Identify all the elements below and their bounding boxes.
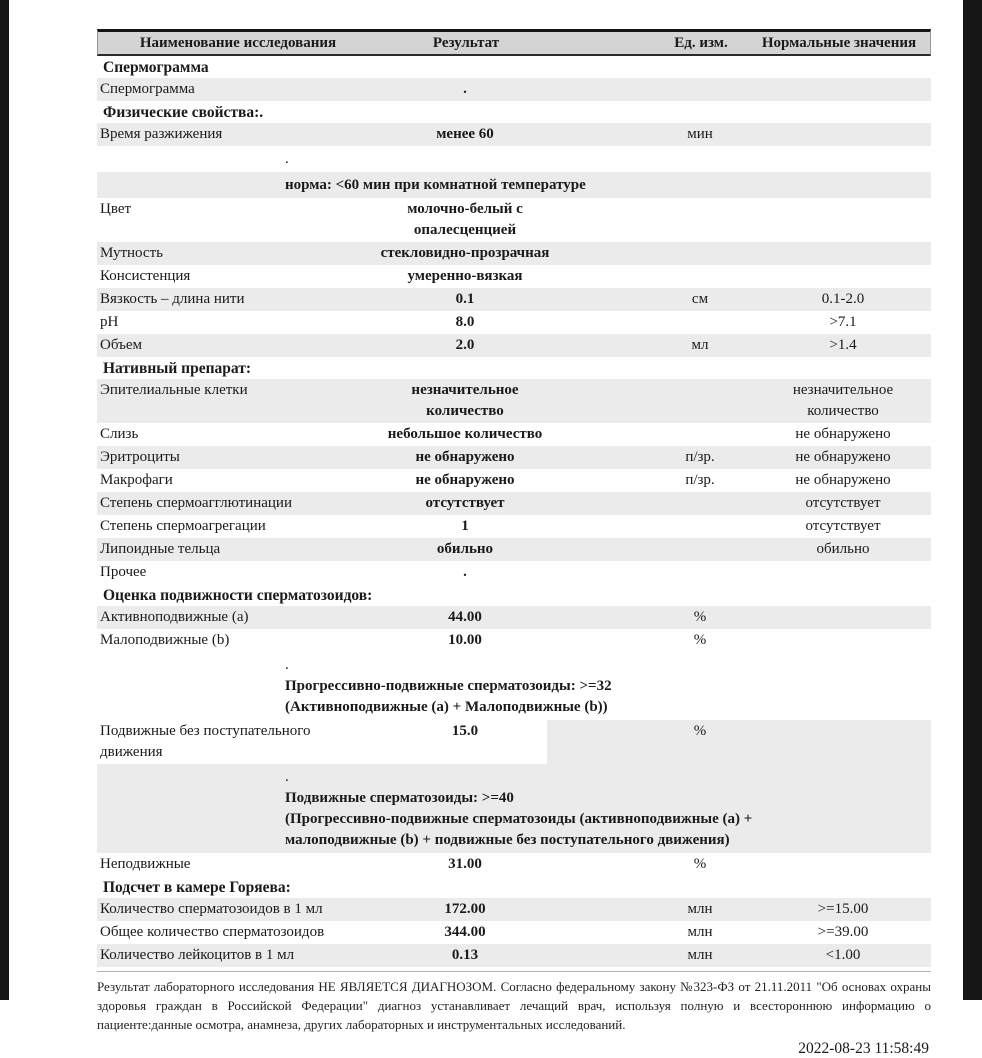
name-value: Эритроциты	[100, 449, 180, 465]
name-cell	[97, 424, 285, 445]
comment-line: (Прогрессивно-подвижные сперматозоиды (активноподвижные (a) +	[285, 811, 753, 827]
name-cell	[97, 447, 285, 468]
section-title: Оценка подвижности сперматозоидов:	[103, 587, 373, 604]
name-value: Время разжижения	[100, 126, 223, 142]
result-value: 172.00	[444, 901, 486, 917]
table-row	[97, 853, 931, 876]
comment-line: .	[285, 151, 289, 167]
comment-line: Прогрессивно-подвижные сперматозоиды: >=32	[285, 678, 612, 694]
name-cell	[97, 335, 285, 356]
unit-cell	[645, 562, 755, 583]
column-header-units: Ед. изм.	[674, 35, 728, 51]
result-value: опалесценцией	[413, 222, 517, 238]
comment-row	[97, 146, 931, 172]
column-header-normal-values: Нормальные значения	[761, 35, 917, 51]
name-cell	[97, 79, 285, 100]
result-value: отсутствует	[425, 495, 505, 511]
result-value: молочно-белый с	[407, 201, 523, 217]
column-header-result: Результат	[432, 35, 500, 51]
result-cell	[285, 79, 645, 100]
result-cell	[285, 562, 645, 583]
table-row	[97, 944, 931, 967]
result-value: 0.1	[455, 291, 475, 307]
comment-line: Подвижные сперматозоиды: >=40	[285, 790, 514, 806]
left-border-bar	[0, 0, 9, 1000]
result-cell	[285, 380, 645, 422]
report-timestamp: 2022-08-23 11:58:49	[798, 1040, 929, 1057]
unit-cell	[645, 266, 755, 287]
unit-cell	[645, 899, 755, 920]
unit-cell	[645, 721, 755, 763]
name-cell	[97, 630, 285, 651]
name-value: Макрофаги	[100, 472, 173, 488]
norm-value: >7.1	[829, 314, 857, 330]
norm-cell	[755, 243, 931, 264]
norm-cell	[755, 721, 931, 763]
norm-cell	[755, 607, 931, 628]
unit-cell	[645, 493, 755, 514]
comment-row	[97, 764, 931, 853]
name-cell	[97, 607, 285, 628]
unit-cell	[645, 516, 755, 537]
result-value: количество	[426, 403, 504, 419]
norm-value: не обнаружено	[795, 449, 891, 465]
table-row	[97, 334, 931, 357]
unit-cell	[645, 312, 755, 333]
norm-cell	[755, 312, 931, 333]
name-value: Неподвижные	[100, 856, 191, 872]
unit-cell	[645, 854, 755, 875]
norm-value: не обнаружено	[795, 426, 891, 442]
unit-value: %	[693, 856, 707, 872]
norm-cell	[755, 854, 931, 875]
name-value: Слизь	[100, 426, 139, 442]
name-cell	[97, 199, 285, 241]
norm-cell	[755, 516, 931, 537]
table-row	[97, 629, 931, 652]
result-cell	[285, 312, 645, 333]
table-row	[97, 265, 931, 288]
table-row	[97, 379, 931, 423]
name-value: Количество лейкоцитов в 1 мл	[100, 947, 295, 963]
table-row	[97, 561, 931, 584]
norm-value: отсутствует	[805, 495, 881, 511]
name-cell	[97, 124, 285, 145]
norm-cell	[755, 922, 931, 943]
table-row	[97, 123, 931, 146]
unit-value: %	[693, 723, 707, 739]
unit-cell	[645, 79, 755, 100]
norm-value: 0.1-2.0	[821, 291, 865, 307]
section-title: Нативный препарат:	[103, 360, 252, 377]
result-value: .	[463, 81, 467, 97]
norm-cell	[755, 447, 931, 468]
unit-cell	[645, 630, 755, 651]
column-header-test-name: Наименование исследования	[139, 35, 337, 51]
norm-cell	[755, 79, 931, 100]
table-row	[97, 288, 931, 311]
name-cell	[97, 562, 285, 583]
result-cell	[285, 199, 645, 241]
table-row	[97, 469, 931, 492]
norm-cell	[755, 335, 931, 356]
name-value: Степень спермоагрегации	[100, 518, 266, 534]
table-row	[97, 423, 931, 446]
name-cell	[97, 266, 285, 287]
unit-value: мин	[687, 126, 713, 142]
unit-value: п/зр.	[685, 449, 715, 465]
norm-cell	[755, 630, 931, 651]
unit-cell	[645, 539, 755, 560]
unit-value: мл	[691, 337, 709, 353]
result-cell	[285, 447, 645, 468]
result-value: 15.0	[451, 723, 479, 739]
result-cell	[285, 424, 645, 445]
table-row	[97, 242, 931, 265]
norm-value: не обнаружено	[795, 472, 891, 488]
unit-value: млн	[687, 924, 713, 940]
name-value: Степень спермоагглютинации	[100, 495, 292, 511]
result-cell	[285, 516, 645, 537]
result-cell	[285, 854, 645, 875]
name-value: Прочее	[100, 564, 147, 580]
name-cell	[97, 289, 285, 310]
norm-cell	[755, 266, 931, 287]
name-cell	[97, 899, 323, 920]
unit-cell	[645, 335, 755, 356]
result-value: .	[463, 564, 467, 580]
result-value: 10.00	[448, 632, 482, 648]
norm-value: количество	[807, 403, 879, 419]
result-value: 44.00	[448, 609, 482, 625]
section-row	[97, 56, 931, 78]
result-cell	[285, 922, 645, 943]
right-border-bar	[963, 0, 982, 1000]
table-row	[97, 921, 931, 944]
result-cell	[285, 539, 645, 560]
norm-cell	[755, 470, 931, 491]
result-cell	[285, 124, 645, 145]
name-value: Спермограмма	[100, 81, 195, 97]
unit-value: %	[693, 632, 707, 648]
name-value: Липоидные тельца	[100, 541, 221, 557]
name-cell	[97, 380, 285, 422]
table-row	[97, 78, 931, 101]
name-value: pH	[100, 314, 119, 330]
section-title: Физические свойства:.	[103, 104, 264, 121]
result-cell	[285, 945, 645, 966]
table-row	[97, 606, 931, 629]
norm-cell	[755, 124, 931, 145]
result-value: 31.00	[448, 856, 482, 872]
table-row	[97, 898, 931, 921]
norm-cell	[755, 539, 931, 560]
comment-line: малоподвижные (b) + подвижные без поступательного движения)	[285, 832, 730, 848]
unit-cell	[645, 424, 755, 445]
norm-cell	[755, 424, 931, 445]
name-value: Вязкость – длина нити	[100, 291, 245, 307]
table-row	[97, 198, 931, 242]
disclaimer-text: Результат лабораторного исследования НЕ ЯВЛЯЕТСЯ ДИАГНОЗОМ. Согласно федеральному закону №323-ФЗ от 21.11.2011 "Об основах охраны здоровья граждан в Российской Федерации" диагноз устанавливает лечащий врач, используя полную и всестороннюю информацию о пациенте:данные осмотра, анамнеза, других лабораторных и инструментальных исследований.	[97, 979, 931, 1032]
name-value: Объем	[100, 337, 142, 353]
result-value: менее 60	[436, 126, 494, 142]
result-cell	[285, 266, 645, 287]
norm-value: обильно	[816, 541, 870, 557]
unit-cell	[645, 289, 755, 310]
name-value: Активноподвижные (a)	[100, 609, 249, 625]
result-cell	[285, 493, 645, 514]
result-cell	[285, 243, 645, 264]
name-cell	[97, 312, 285, 333]
section-row	[97, 357, 931, 379]
result-value: небольшое количество	[387, 426, 543, 442]
unit-value: млн	[687, 901, 713, 917]
norm-cell	[755, 199, 931, 241]
unit-value: млн	[687, 947, 713, 963]
norm-value: >1.4	[829, 337, 857, 353]
result-cell	[285, 335, 645, 356]
section-title: Спермограмма	[103, 59, 209, 76]
result-cell	[285, 470, 645, 491]
result-cell	[285, 607, 645, 628]
result-cell	[285, 630, 645, 651]
comment-line: (Активноподвижные (a) + Малоподвижные (b))	[285, 699, 608, 715]
name-value: Цвет	[100, 201, 132, 217]
name-cell	[97, 721, 311, 763]
result-value: 8.0	[455, 314, 475, 330]
norm-value: незначительное	[792, 382, 894, 398]
comment-line: .	[285, 769, 289, 785]
report-footer	[97, 971, 931, 1058]
table-row	[97, 446, 931, 469]
comment-line: .	[285, 657, 289, 673]
comment-line: норма: <60 мин при комнатной температуре	[285, 177, 586, 193]
result-value: 2.0	[455, 337, 475, 353]
result-value: стекловидно-прозрачная	[380, 245, 550, 261]
norm-value: <1.00	[825, 947, 861, 963]
lab-report	[97, 29, 931, 1058]
result-value: не обнаружено	[415, 472, 515, 488]
name-cell	[97, 493, 292, 514]
name-cell	[97, 243, 285, 264]
comment-row	[97, 652, 931, 720]
norm-cell	[755, 493, 931, 514]
unit-cell	[645, 470, 755, 491]
section-row	[97, 101, 931, 123]
section-row	[97, 584, 931, 606]
table-row	[97, 538, 931, 561]
unit-cell	[645, 124, 755, 145]
table-body	[97, 56, 931, 967]
table-row	[97, 515, 931, 538]
unit-value: п/зр.	[685, 472, 715, 488]
section-title: Подсчет в камере Горяева:	[103, 879, 291, 896]
result-value: 344.00	[444, 924, 486, 940]
unit-cell	[645, 922, 755, 943]
norm-value: >=39.00	[817, 924, 869, 940]
name-value: Мутность	[100, 245, 163, 261]
unit-cell	[645, 447, 755, 468]
unit-value: %	[693, 609, 707, 625]
name-value: Эпителиальные клетки	[100, 382, 248, 398]
unit-cell	[645, 607, 755, 628]
result-cell	[285, 289, 645, 310]
name-cell	[97, 945, 295, 966]
table-row	[97, 492, 931, 515]
table-row	[97, 311, 931, 334]
name-cell	[97, 470, 285, 491]
name-value: Количество сперматозоидов в 1 мл	[100, 901, 323, 917]
norm-cell	[755, 945, 931, 966]
norm-cell	[755, 289, 931, 310]
norm-cell	[755, 562, 931, 583]
norm-cell	[755, 899, 931, 920]
unit-value: см	[691, 291, 709, 307]
norm-value: отсутствует	[805, 518, 881, 534]
table-row	[97, 720, 931, 764]
name-value: Общее количество сперматозоидов	[100, 924, 325, 940]
unit-cell	[645, 243, 755, 264]
norm-value: >=15.00	[817, 901, 869, 917]
name-value: Подвижные без поступательного	[100, 723, 311, 739]
name-value: Консистенция	[100, 268, 191, 284]
norm-cell	[755, 380, 931, 422]
name-cell	[97, 539, 285, 560]
name-value: движения	[100, 744, 163, 760]
name-cell	[97, 516, 285, 537]
result-value: умеренно-вязкая	[407, 268, 523, 284]
table-header-row	[97, 29, 931, 56]
result-value: 1	[461, 518, 469, 534]
result-value: 0.13	[451, 947, 479, 963]
result-value: не обнаружено	[415, 449, 515, 465]
unit-cell	[645, 380, 755, 422]
result-cell	[285, 721, 645, 763]
section-row	[97, 876, 931, 898]
result-value: незначительное	[411, 382, 519, 398]
unit-cell	[645, 199, 755, 241]
unit-cell	[645, 945, 755, 966]
name-cell	[97, 922, 325, 943]
result-value: обильно	[436, 541, 494, 557]
comment-row	[97, 172, 931, 198]
name-cell	[97, 854, 285, 875]
result-cell	[285, 899, 645, 920]
name-value: Малоподвижные (b)	[100, 632, 230, 648]
